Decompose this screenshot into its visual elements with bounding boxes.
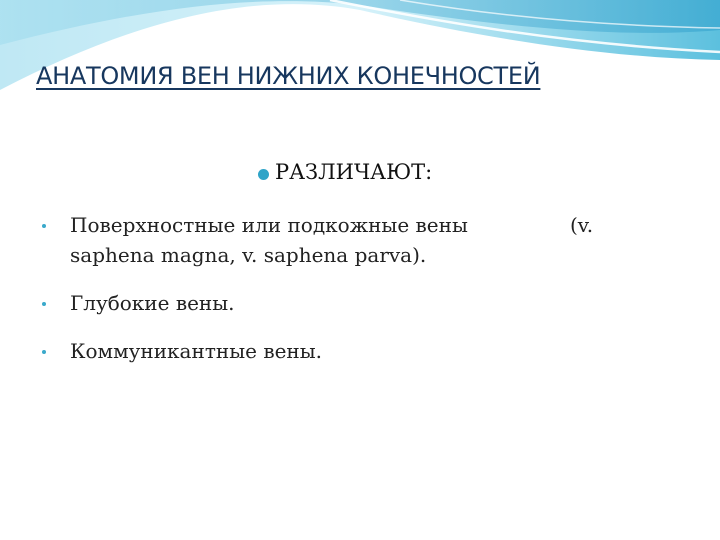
list-item-text: Поверхностные или подкожные вены: [70, 213, 468, 237]
list-item-text: Коммуникантные вены.: [70, 339, 323, 363]
subheading-text: РАЗЛИЧАЮТ:: [275, 160, 433, 184]
bullet-dot-icon: [258, 169, 269, 180]
bullet-icon: [42, 302, 46, 306]
bullet-icon: [42, 224, 46, 228]
decorative-wave-header: [0, 0, 720, 110]
bullet-icon: [42, 350, 46, 354]
slide-title: АНАТОМИЯ ВЕН НИЖНИХ КОНЕЧНОСТЕЙ: [36, 62, 541, 90]
subheading: [258, 160, 432, 184]
list-item-aside: (v.: [570, 213, 594, 237]
list-item: [42, 337, 442, 367]
list-item: [42, 211, 682, 271]
list-item-continuation: saphena magna, v. saphena parva).: [70, 243, 427, 267]
list-item-text: Глубокие вены.: [70, 291, 235, 315]
list-item: [42, 289, 442, 319]
